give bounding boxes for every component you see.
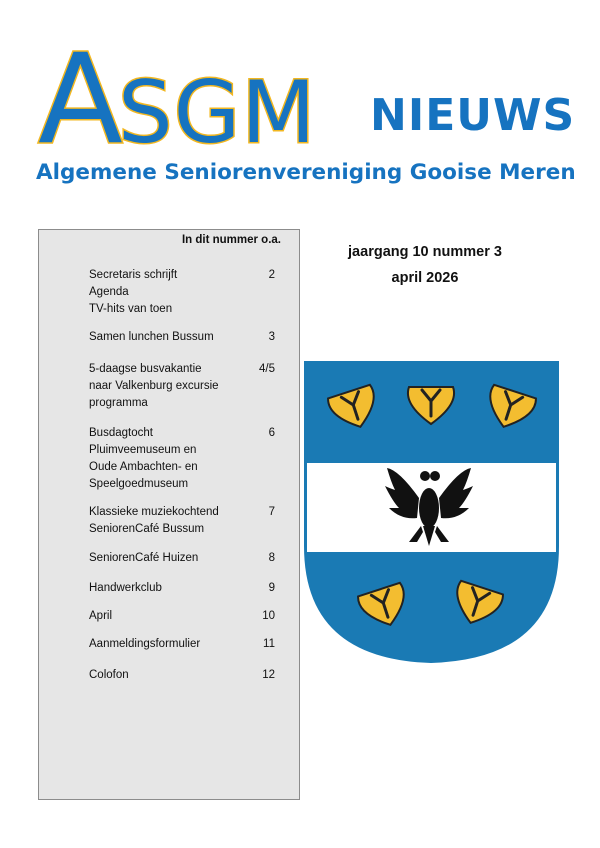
toc-entry-line: Klassieke muziekochtend xyxy=(89,506,219,518)
toc-entry-line: SeniorenCafé Bussum xyxy=(89,523,205,535)
toc-entry-line: programma xyxy=(89,397,148,409)
toc-entry xyxy=(89,667,275,684)
toc-entry-line: Secretaris schrijft xyxy=(89,269,178,281)
toc-entry-line: Handwerkclub xyxy=(89,582,162,594)
toc-entry-line: Busdagtocht xyxy=(89,427,153,439)
toc-entry-line: Speelgoedmuseum xyxy=(89,478,189,490)
toc-page-number: 12 xyxy=(262,669,275,681)
masthead-nieuws: NIEUWS xyxy=(370,90,576,141)
toc-page-number: 2 xyxy=(268,269,275,281)
toc-page-number: 11 xyxy=(263,638,275,650)
toc-entry-line: Pluimveemuseum en xyxy=(89,444,197,456)
toc-entry-line: Colofon xyxy=(89,669,129,681)
toc-entry xyxy=(89,608,275,625)
toc-entry xyxy=(89,329,275,346)
toc-entry-line: naar Valkenburg excursie xyxy=(89,380,219,392)
toc-page-number: 8 xyxy=(268,552,275,564)
toc-entry xyxy=(89,636,275,653)
toc-entry xyxy=(89,580,275,597)
toc-page-number: 4/5 xyxy=(259,363,275,375)
toc-entry-line: Aanmeldingsformulier xyxy=(89,638,201,650)
toc-entry-line: SeniorenCafé Huizen xyxy=(89,552,199,564)
logo-rest-letters: SGM xyxy=(118,63,317,163)
toc-entry-line: Oude Ambachten- en xyxy=(89,461,198,473)
toc-entry xyxy=(89,550,275,567)
toc-page-number: 7 xyxy=(268,506,275,518)
logo-first-letter: A xyxy=(38,28,123,172)
toc-entry-line: Samen lunchen Bussum xyxy=(89,331,214,343)
issue-date: april 2026 xyxy=(391,270,459,286)
toc-entry xyxy=(89,361,275,412)
issue-volume: jaargang 10 nummer 3 xyxy=(348,244,502,260)
toc-entry-line: TV-hits van toen xyxy=(89,303,173,315)
toc-entry-line: April xyxy=(89,610,113,622)
toc-page-number: 10 xyxy=(262,610,275,622)
toc-entry xyxy=(89,425,275,493)
toc-entry-line: Agenda xyxy=(89,286,129,298)
toc-entry-line: 5-daagse busvakantie xyxy=(89,363,202,375)
toc-page-number: 3 xyxy=(268,331,275,343)
toc-heading: In dit nummer o.a. xyxy=(181,234,281,246)
masthead-subtitle: Algemene Seniorenvereniging Gooise Meren xyxy=(36,160,576,185)
coat-of-arms-shield-icon xyxy=(303,360,560,664)
toc-entry xyxy=(89,267,275,318)
toc-page-number: 6 xyxy=(268,427,275,439)
toc-entry xyxy=(89,504,275,538)
toc-page-number: 9 xyxy=(268,582,275,594)
table-of-contents xyxy=(38,229,300,800)
